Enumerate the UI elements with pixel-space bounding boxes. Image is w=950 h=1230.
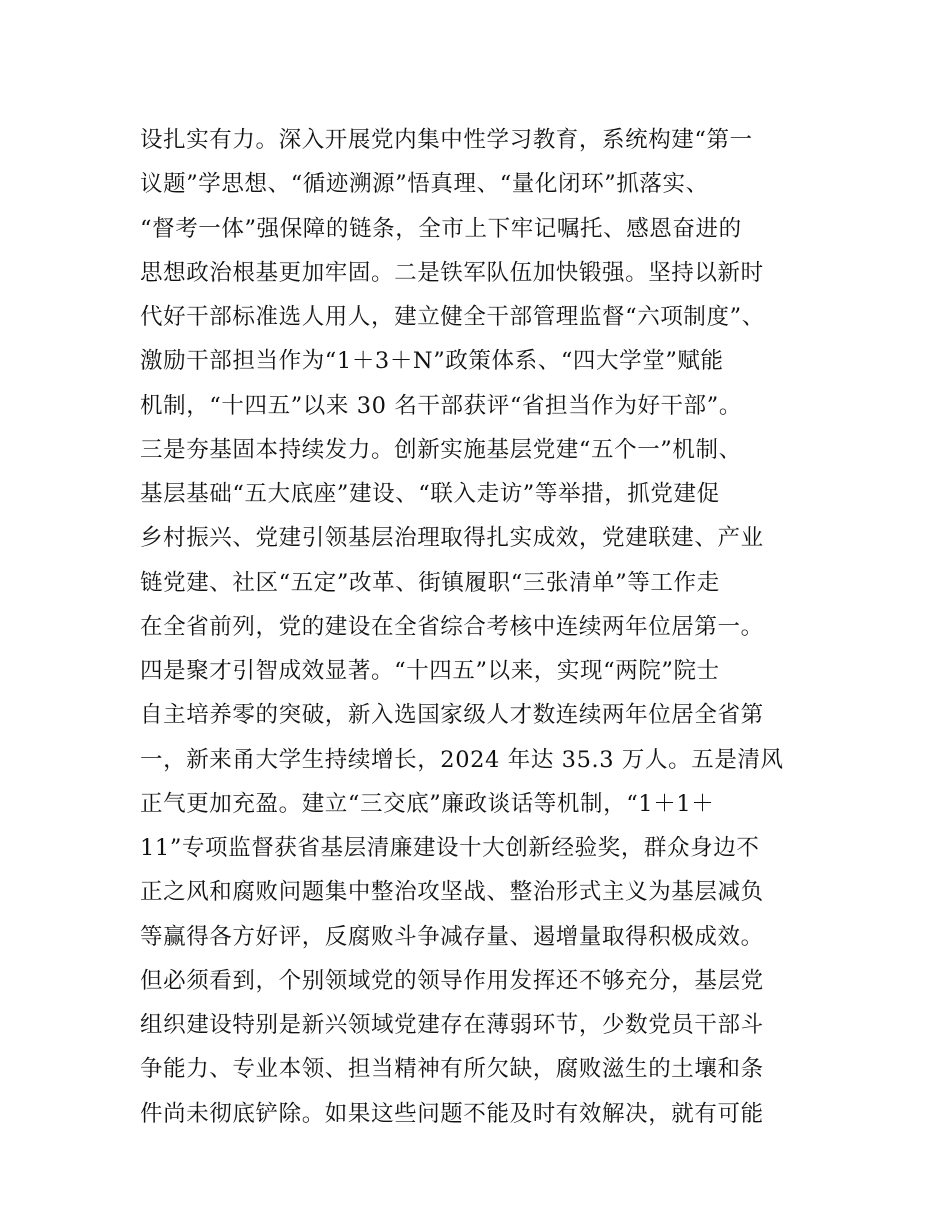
text-line: 11”专项监督获省基层清廉建设十大创新经验奖，群众身边不 <box>140 835 760 861</box>
text-line: 一，新来甬大学生持续增长，2024 年达 35.3 万人。五是清风 <box>140 746 784 773</box>
text-line: 等赢得各方好评，反腐败斗争减存量、遏增量取得积极成效。 <box>140 923 764 950</box>
text-line: 组织建设特别是新兴领域党建存在薄弱环节，少数党员干部斗 <box>140 1012 764 1038</box>
text-line: 思想政治根基更加牢固。二是铁军队伍加快锻强。坚持以新时 <box>140 259 764 286</box>
text-line: 议题”学思想、“循迹溯源”悟真理、“量化闭环”抓落实、 <box>140 171 709 198</box>
text-line: 争能力、专业本领、担当精神有所欠缺，腐败滋生的土壤和条 <box>140 1056 764 1083</box>
text-line: 设扎实有力。深入开展党内集中性学习教育，系统构建“第一 <box>140 127 753 153</box>
text-line: 正气更加充盈。建立“三交底”廉政谈话等机制，“1＋1＋ <box>140 790 715 817</box>
text-line: 链党建、社区“五定”改革、街镇履职“三张清单”等工作走 <box>140 569 720 596</box>
text-line: 激励干部担当作为“1＋3＋N”政策体系、“四大学堂”赋能 <box>140 348 724 375</box>
text-line: 自主培养零的突破，新入选国家级人才数连续两年位居全省第 <box>140 702 764 729</box>
text-line: 代好干部标准选人用人，建立健全干部管理监督“六项制度”、 <box>140 304 765 330</box>
text-line: 在全省前列，党的建设在全省综合考核中连续两年位居第一。 <box>140 613 764 640</box>
text-line: 乡村振兴、党建引领基层治理取得扎实成效，党建联建、产业 <box>140 525 764 552</box>
text-line: 三是夯基固本持续发力。创新实施基层党建“五个一”机制、 <box>140 436 742 463</box>
text-line: 机制，“十四五”以来 30 名干部获评“省担当作为好干部”。 <box>140 392 742 419</box>
body-text <box>140 118 830 1136</box>
text-line: 四是聚才引智成效显著。“十四五”以来，实现“两院”院士 <box>140 658 720 684</box>
text-line: 基层基础“五大底座”建设、“联入走访”等举措，抓党建促 <box>140 481 720 507</box>
text-line: 但必须看到，个别领域党的领导作用发挥还不够充分，基层党 <box>140 967 764 994</box>
text-line: 件尚未彻底铲除。如果这些问题不能及时有效解决，就有可能 <box>140 1100 764 1127</box>
text-line: 正之风和腐败问题集中整治攻坚战、整治形式主义为基层减负 <box>140 879 764 906</box>
text-line: “督考一体”强保障的链条，全市上下牢记嘱托、感恩奋进的 <box>140 215 742 242</box>
